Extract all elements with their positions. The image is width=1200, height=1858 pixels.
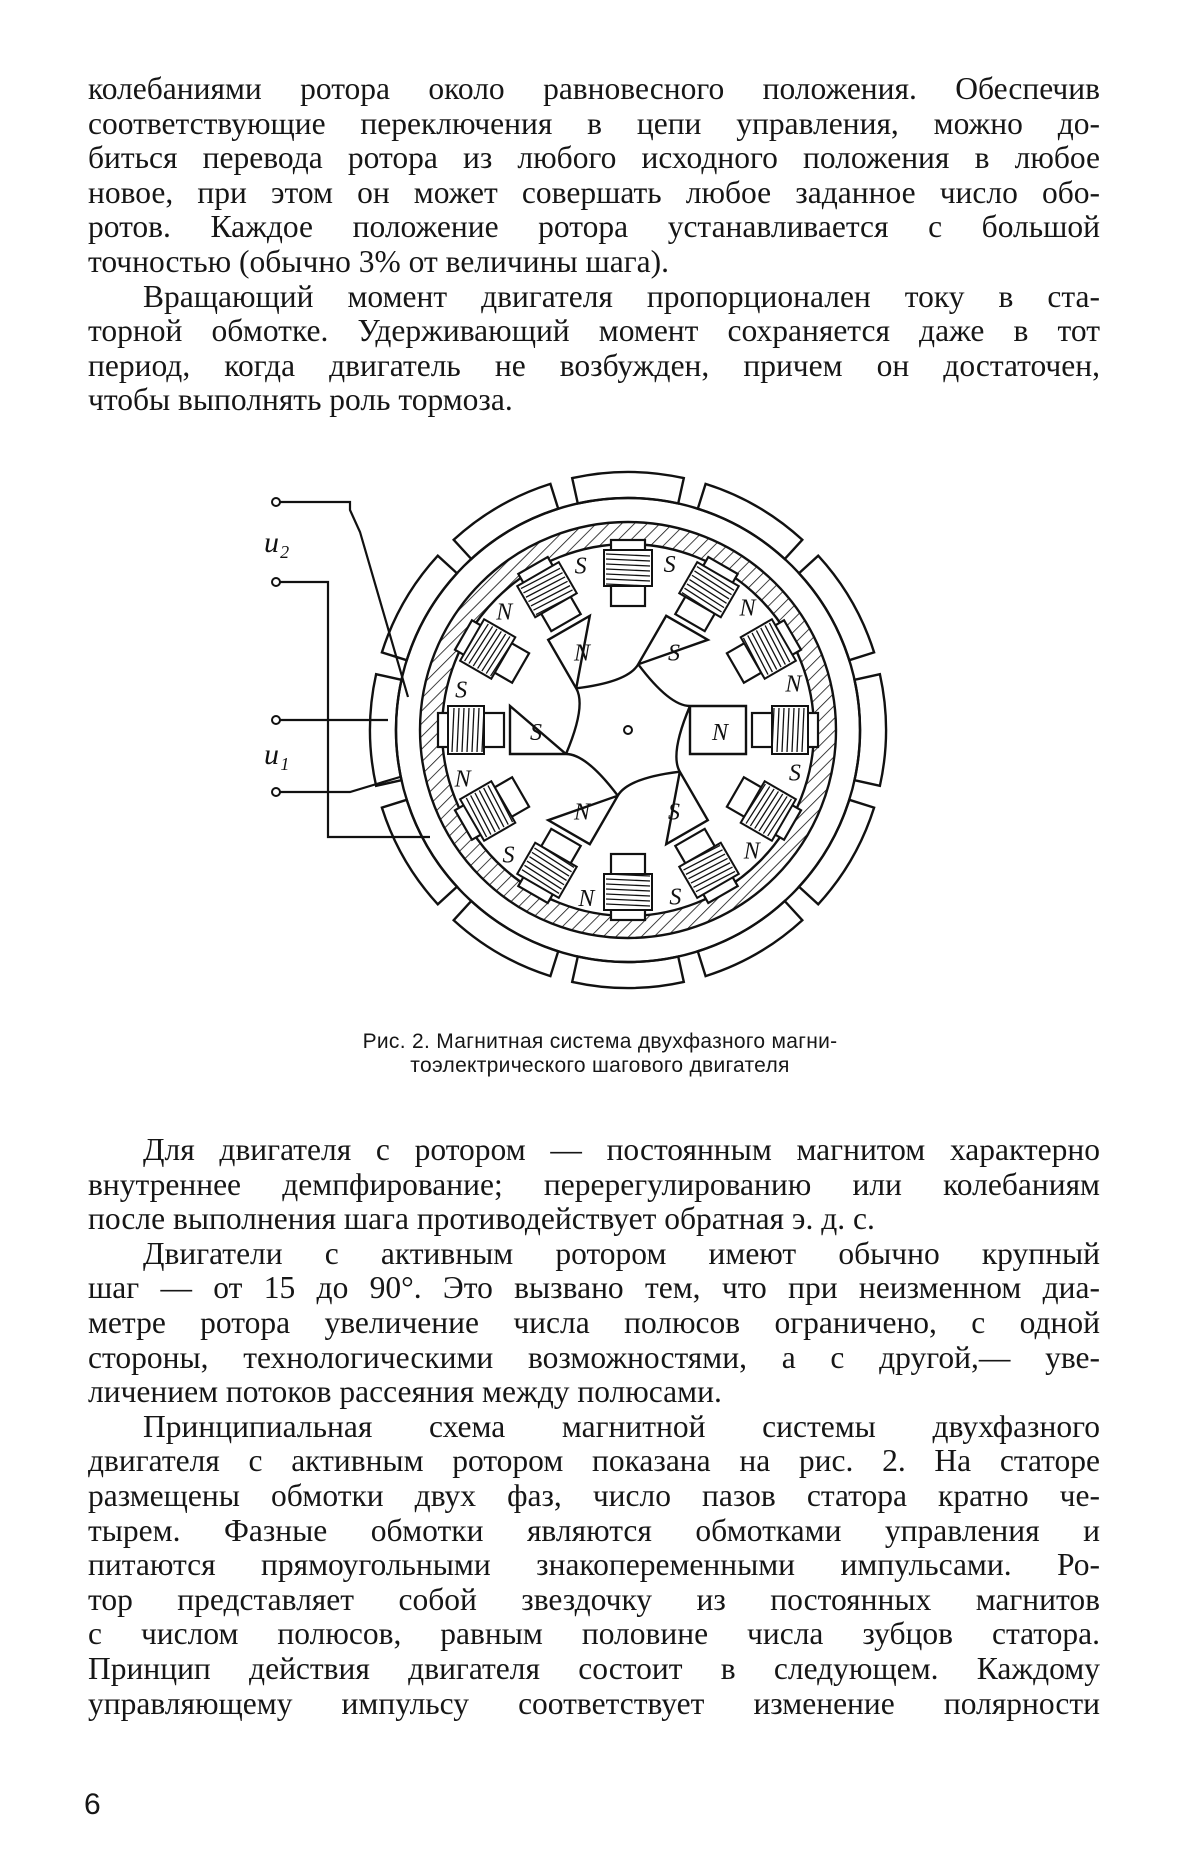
text-line: размещены обмотки двух фаз, число пазов статора кратно че- xyxy=(88,1477,1100,1513)
wire xyxy=(276,502,408,697)
terminal-icon xyxy=(272,578,280,586)
stator-pole-label: N xyxy=(496,599,513,626)
text-line: торной обмотке. Удерживающий момент сохраняется даже в тот xyxy=(88,313,1100,349)
text-line: период, когда двигатель не возбужден, причем он достаточен, xyxy=(88,347,1100,383)
text-line: личением потоков рассеяния между полюсами. xyxy=(88,1374,722,1410)
phase-wires xyxy=(272,498,430,837)
rotor-pole-label: S xyxy=(668,640,680,667)
text-line: биться перевода ротора из любого исходного положения в любое xyxy=(88,140,1100,176)
caption-line-2: тоэлектрического шагового двигателя xyxy=(410,1054,790,1077)
rotor-shaft xyxy=(624,726,632,734)
rotor-pole-label: N xyxy=(711,720,729,746)
stator-pole-label: S xyxy=(455,677,468,704)
stator-pole-label: N xyxy=(785,671,802,698)
rotor-star xyxy=(510,616,746,844)
stator-pole-label: N xyxy=(743,838,760,865)
text-line: Принцип действия двигателя состоит в следующем. Каждому xyxy=(88,1650,1100,1686)
text-line: Двигатели с активным ротором имеют обычно крупный xyxy=(143,1235,1100,1271)
text-line: колебаниями ротора около равновесного положения. Обеспечив xyxy=(88,71,1100,106)
text-line: после выполнения шага противодействует обратная э. д. с. xyxy=(88,1201,875,1237)
stator-pole-label: S xyxy=(663,552,676,579)
stator-pole-label: N xyxy=(454,766,471,793)
stator-tooth xyxy=(604,540,652,606)
text-line: ротов. Каждое положение ротора устанавливается с большой xyxy=(88,209,1100,245)
stator-pole-label: S xyxy=(788,760,801,787)
terminal-icon xyxy=(272,498,280,506)
stator-pole-label: S xyxy=(502,842,515,869)
terminal-icon xyxy=(272,788,280,796)
stator-pole-label: S xyxy=(574,553,587,580)
text-line: чтобы выполнять роль тормоза. xyxy=(88,382,513,418)
text-line: Вращающий момент двигателя пропорционален току в ста- xyxy=(143,278,1100,314)
text-line: стороны, технологическими возможностями, а с другой,— уве- xyxy=(88,1339,1100,1375)
text-line: внутреннее демпфирование; перерегулированию или колебаниям xyxy=(88,1166,1100,1202)
stator-pole-label: S xyxy=(669,884,682,911)
text-line: метре ротора увеличение числа полюсов ограничено, с одной xyxy=(88,1304,1100,1340)
stator-pole-label: N xyxy=(739,595,756,622)
text-line: тор представляет собой звездочку из постоянных магнитов xyxy=(88,1581,1100,1617)
text-block-bottom xyxy=(88,1133,1100,1721)
stator-tooth xyxy=(604,854,652,920)
text-block-top xyxy=(88,72,1100,418)
text-line: управляющему импульсу соответствует изменение полярности xyxy=(88,1685,1100,1721)
stator-tooth xyxy=(752,706,818,754)
text-line: питаются прямоугольными знакопеременными импульсами. Ро- xyxy=(88,1547,1100,1583)
stator-pole-label: N xyxy=(578,885,595,912)
stator-tooth xyxy=(438,706,504,754)
rotor-pole-label: N xyxy=(573,799,591,826)
text-line: точностью (обычно 3% от величины шага). xyxy=(88,243,669,279)
text-line: тырем. Фазные обмотки являются обмотками управления и xyxy=(88,1512,1100,1548)
text-line: Принципиальная схема магнитной системы двухфазного xyxy=(143,1408,1100,1444)
rotor-pole-label: S xyxy=(530,720,542,746)
text-line: новое, при этом он может совершать любое заданное число обо- xyxy=(88,174,1100,210)
page-number: 6 xyxy=(84,1788,101,1821)
text-line: двигателя с активным ротором показана на рис. 2. На статоре xyxy=(88,1443,1100,1479)
caption-line-1: Рис. 2. Магнитная система двухфазного магни- xyxy=(362,1030,838,1053)
motor-diagram xyxy=(250,462,950,1024)
text-line: с числом полюсов, равным половине числа зубцов статора. xyxy=(88,1616,1100,1652)
rotor-pole-label: N xyxy=(573,640,591,667)
terminal-icon xyxy=(272,716,280,724)
text-line: Для двигателя с ротором — постоянным магнитом характерно xyxy=(143,1132,1100,1167)
figure-stepper-motor xyxy=(250,462,950,1024)
figure-caption xyxy=(250,1030,950,1078)
u2-label: u₂ xyxy=(264,526,290,559)
rotor-pole-label: S xyxy=(668,799,680,826)
text-line: соответствующие переключения в цепи управления, можно до- xyxy=(88,105,1100,141)
text-line: шаг — от 15 до 90°. Это вызвано тем, что при неизменном диа- xyxy=(88,1270,1100,1306)
u1-label: u₁ xyxy=(264,738,290,771)
